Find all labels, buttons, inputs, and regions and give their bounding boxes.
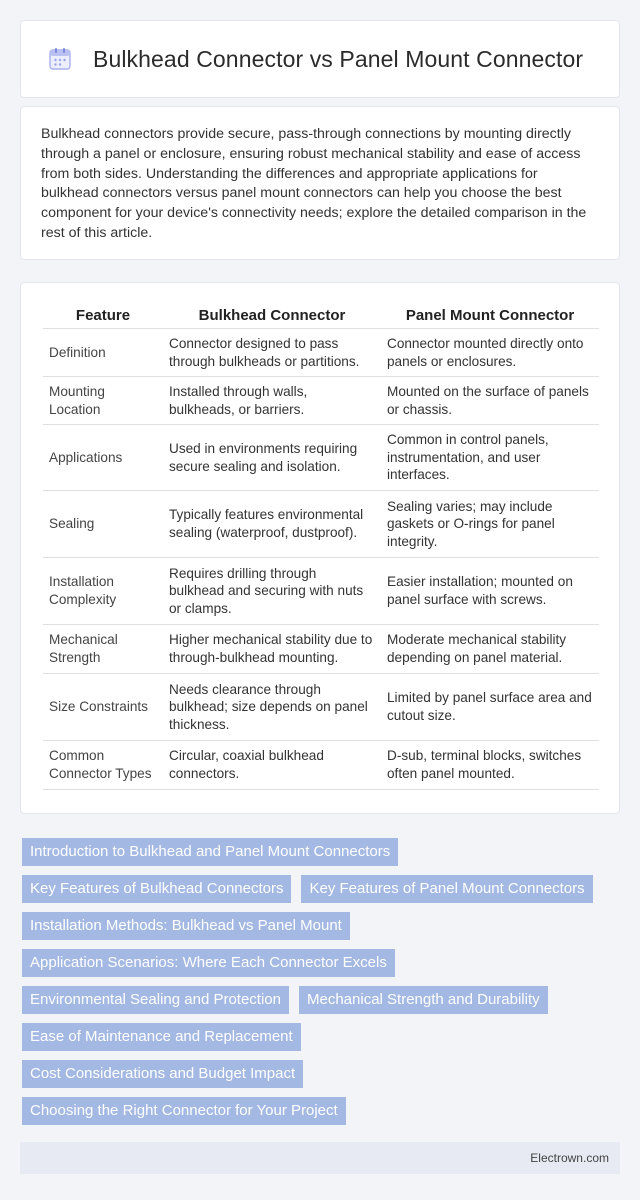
topic-link-panel-mount-features[interactable]: Key Features of Panel Mount Connectors xyxy=(301,875,592,903)
calendar-icon xyxy=(47,46,73,72)
bulkhead-cell: Circular, coaxial bulkhead connectors. xyxy=(163,741,381,790)
table-row xyxy=(43,674,599,741)
panel-mount-cell: Common in control panels, instrumentation, and user interfaces. xyxy=(381,425,599,491)
page-title: Bulkhead Connector vs Panel Mount Connector xyxy=(93,45,584,72)
link-row xyxy=(22,838,622,866)
table-row xyxy=(43,625,599,674)
topic-link-introduction[interactable]: Introduction to Bulkhead and Panel Mount Connectors xyxy=(22,838,398,866)
bulkhead-cell: Used in environments requiring secure sealing and isolation. xyxy=(163,425,381,491)
bulkhead-cell: Typically features environmental sealing (waterproof, dustproof). xyxy=(163,491,381,558)
panel-mount-cell: D-sub, terminal blocks, switches often panel mounted. xyxy=(381,741,599,790)
feature-cell: Mounting Location xyxy=(43,377,163,425)
header-feature: Feature xyxy=(43,305,163,329)
header-card xyxy=(20,20,620,98)
footer-site-name[interactable]: Electrown.com xyxy=(530,1151,609,1165)
bulkhead-cell: Requires drilling through bulkhead and securing with nuts or clamps. xyxy=(163,558,381,625)
table-row xyxy=(43,377,599,425)
link-row xyxy=(22,1023,622,1051)
topic-links xyxy=(22,838,622,1134)
feature-cell: Definition xyxy=(43,329,163,377)
link-row xyxy=(22,912,622,940)
topic-link-mechanical-strength[interactable]: Mechanical Strength and Durability xyxy=(299,986,548,1014)
feature-cell: Mechanical Strength xyxy=(43,625,163,674)
comparison-table-card xyxy=(20,282,620,814)
panel-mount-cell: Sealing varies; may include gaskets or O-rings for panel integrity. xyxy=(381,491,599,558)
topic-link-cost[interactable]: Cost Considerations and Budget Impact xyxy=(22,1060,303,1088)
feature-cell: Sealing xyxy=(43,491,163,558)
link-row xyxy=(22,1097,622,1125)
intro-paragraph: Bulkhead connectors provide secure, pass-through connections by mounting directly through a panel or enclosure, ensuring robust mechanical stability and ease of access from both sides. Understanding the differences and appropriate applications for bulkhead connectors versus panel mount connectors can help you choose the best component for your device's connectivity needs; explore the detailed comparison in the rest of this article. xyxy=(41,126,587,241)
panel-mount-cell: Limited by panel surface area and cutout size. xyxy=(381,674,599,741)
panel-mount-cell: Moderate mechanical stability depending on panel material. xyxy=(381,625,599,674)
table-row xyxy=(43,741,599,790)
panel-mount-cell: Easier installation; mounted on panel surface with screws. xyxy=(381,558,599,625)
link-row xyxy=(22,949,622,977)
link-row xyxy=(22,986,622,1014)
panel-mount-cell: Mounted on the surface of panels or chassis. xyxy=(381,377,599,425)
topic-link-installation-methods[interactable]: Installation Methods: Bulkhead vs Panel Mount xyxy=(22,912,350,940)
link-row xyxy=(22,1060,622,1088)
header-panel-mount: Panel Mount Connector xyxy=(381,305,599,329)
bulkhead-cell: Higher mechanical stability due to through-bulkhead mounting. xyxy=(163,625,381,674)
footer xyxy=(20,1142,620,1174)
table-row xyxy=(43,491,599,558)
table-row xyxy=(43,329,599,377)
topic-link-maintenance[interactable]: Ease of Maintenance and Replacement xyxy=(22,1023,301,1051)
feature-cell: Installation Complexity xyxy=(43,558,163,625)
panel-mount-cell: Connector mounted directly onto panels or enclosures. xyxy=(381,329,599,377)
topic-link-bulkhead-features[interactable]: Key Features of Bulkhead Connectors xyxy=(22,875,291,903)
link-row xyxy=(22,875,622,903)
feature-cell: Applications xyxy=(43,425,163,491)
bulkhead-cell: Installed through walls, bulkheads, or barriers. xyxy=(163,377,381,425)
header-bulkhead: Bulkhead Connector xyxy=(163,305,381,329)
table-row xyxy=(43,558,599,625)
topic-link-application-scenarios[interactable]: Application Scenarios: Where Each Connector Excels xyxy=(22,949,395,977)
topic-link-environmental-sealing[interactable]: Environmental Sealing and Protection xyxy=(22,986,289,1014)
feature-cell: Common Connector Types xyxy=(43,741,163,790)
table-header-row xyxy=(43,305,599,329)
bulkhead-cell: Connector designed to pass through bulkheads or partitions. xyxy=(163,329,381,377)
feature-cell: Size Constraints xyxy=(43,674,163,741)
table-row xyxy=(43,425,599,491)
bulkhead-cell: Needs clearance through bulkhead; size depends on panel thickness. xyxy=(163,674,381,741)
comparison-table xyxy=(43,305,599,790)
topic-link-choosing[interactable]: Choosing the Right Connector for Your Project xyxy=(22,1097,346,1125)
intro-card xyxy=(20,106,620,260)
